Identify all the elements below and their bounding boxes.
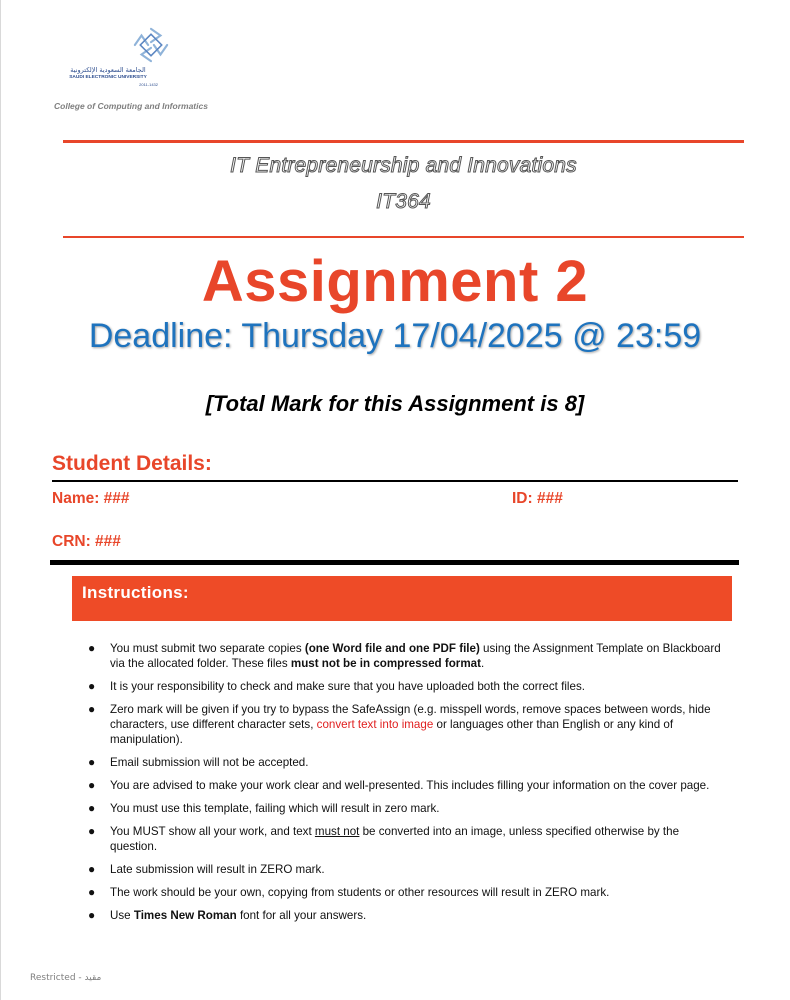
instruction-text: The work should be your own, copying from students or other resources will result in ZERO mark.: [110, 886, 610, 899]
assignment-title: Assignment 2: [201, 249, 589, 314]
instruction-text: must not: [314, 825, 360, 838]
course-name: IT Entrepreneurship and Innovations: [230, 154, 577, 177]
bullet-icon: ●: [88, 702, 96, 716]
instruction-text: .: [480, 657, 485, 670]
instruction-text: (one Word file and one PDF file): [304, 642, 480, 655]
instruction-item: [88, 641, 728, 671]
university-logo: [58, 26, 168, 96]
bullet-icon: ●: [88, 862, 96, 876]
bullet-icon: ●: [88, 801, 96, 815]
page-left-border: [0, 0, 1, 1000]
college-name: College of Computing and Informatics: [54, 101, 208, 111]
instruction-item: [88, 801, 728, 816]
instruction-item: [88, 908, 728, 923]
bullet-icon: ●: [88, 679, 96, 693]
instructions-banner: [72, 576, 732, 621]
instruction-text: be converted into an image, unless specified otherwise by the question.: [110, 825, 680, 853]
instruction-text: Email submission will not be accepted.: [110, 756, 309, 769]
instruction-text: convert text into image: [316, 718, 434, 731]
instruction-text: Late submission will result in ZERO mark.: [110, 863, 325, 876]
student-name-field[interactable]: Name: ###: [52, 490, 130, 507]
instruction-text: using the Assignment Template on Blackboard via the allocated folder. These files: [110, 642, 721, 670]
course-code: IT364: [376, 190, 431, 213]
bullet-icon: ●: [88, 908, 96, 922]
university-name-arabic: الجامعة السعودية الإلكترونية: [70, 66, 146, 74]
instruction-item: [88, 824, 728, 854]
instruction-text: You must use this template, failing which will result in zero mark.: [110, 802, 440, 815]
instruction-item: [88, 778, 728, 793]
instructions-heading: Instructions:: [82, 583, 189, 602]
header-bottom-rule: [63, 236, 744, 238]
header-top-rule: [63, 140, 744, 143]
instructions-list: [88, 641, 728, 931]
instruction-text: You MUST show all your work, and text: [110, 825, 315, 838]
instruction-item: [88, 862, 728, 877]
bullet-icon: ●: [88, 755, 96, 769]
instruction-item: [88, 702, 728, 747]
instruction-item: [88, 885, 728, 900]
university-name-english: SAUDI ELECTRONIC UNIVERSITY: [69, 75, 147, 80]
classification-label: Restricted - مقيد: [30, 973, 102, 983]
instruction-text: You must submit two separate copies: [110, 642, 305, 655]
student-id-field[interactable]: ID: ###: [512, 490, 563, 507]
student-details-rule: [52, 480, 738, 482]
instruction-item: [88, 755, 728, 770]
instruction-text: Times New Roman: [133, 909, 237, 922]
instruction-text: or languages other than English or any kind of manipulation).: [110, 718, 674, 746]
bullet-icon: ●: [88, 885, 96, 899]
instruction-text: font for all your answers.: [236, 909, 367, 922]
assignment-deadline: Deadline: Thursday 17/04/2025 @ 23:59: [88, 317, 702, 355]
bullet-icon: ●: [88, 824, 96, 838]
instruction-item: [88, 679, 728, 694]
instruction-text: Use: [110, 909, 134, 922]
student-details-bottom-rule: [50, 560, 739, 565]
university-years: 2011-1432: [139, 82, 158, 87]
instruction-text: You are advised to make your work clear and well-presented. This includes filling your information on the cover page.: [110, 779, 710, 792]
student-crn-field[interactable]: CRN: ###: [52, 533, 121, 550]
instruction-text: It is your responsibility to check and make sure that you have uploaded both the correct files.: [110, 680, 585, 693]
university-logo-icon: [132, 26, 170, 64]
instruction-text: must not be in compressed format: [290, 657, 481, 670]
student-details-heading: Student Details:: [52, 452, 212, 475]
bullet-icon: ●: [88, 641, 96, 655]
total-mark: [Total Mark for this Assignment is 8]: [205, 391, 585, 416]
bullet-icon: ●: [88, 778, 96, 792]
instruction-text: Zero mark will be given if you try to bypass the SafeAssign (e.g. misspell words, remove spaces between words, hide characters, use different character sets,: [110, 703, 711, 731]
